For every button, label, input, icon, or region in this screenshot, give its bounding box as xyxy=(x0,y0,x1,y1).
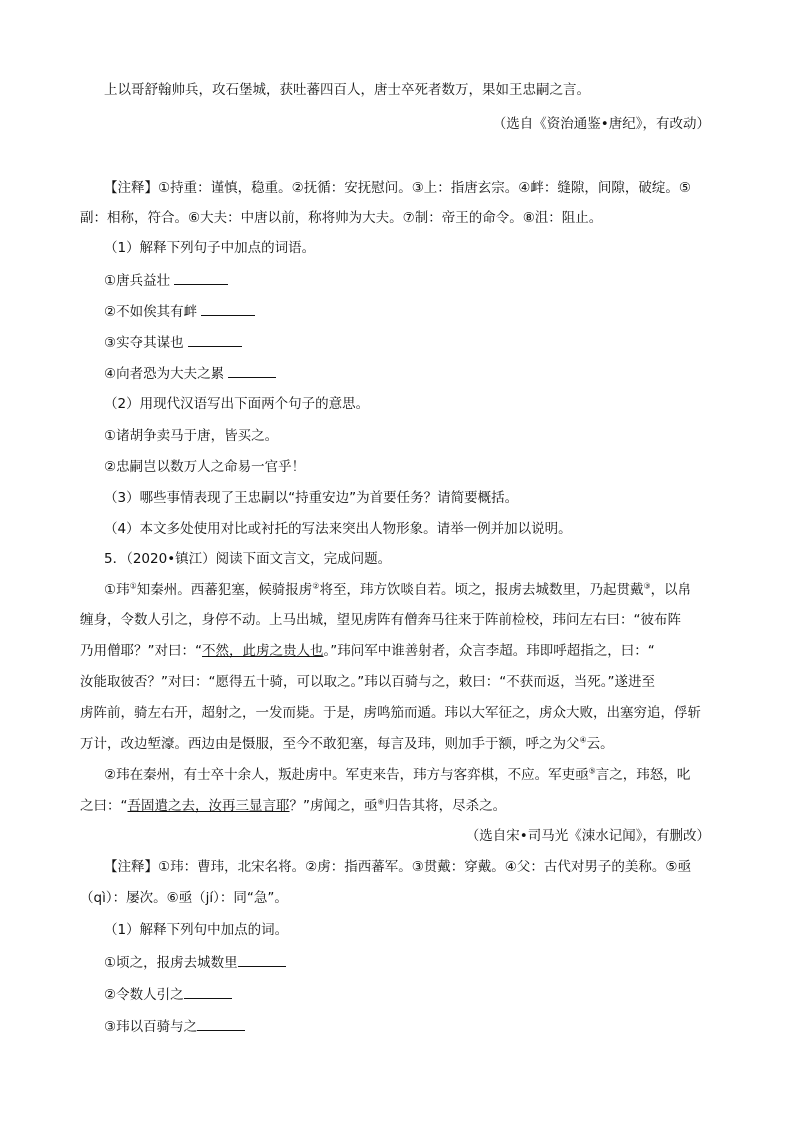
sec5-heading: 5．（2020•镇江）阅读下面文言文，完成问题。 xyxy=(104,551,392,567)
sec5-item1: ①顷之，报虏去城数里 xyxy=(104,952,286,973)
q4-item1: ①唐兵益壮 xyxy=(104,270,228,291)
sec5-p1-line1: ①玮①知秦州。西蕃犯塞，候骑报虏②将至，玮方饮啖自若。顷之，报虏去城数里，乃起贯戴③，以帛 xyxy=(104,581,692,598)
sec5-notes-line2: （qì）：屡次。⑥亟（jí）：同“急”。 xyxy=(80,890,288,906)
answer-blank[interactable] xyxy=(228,363,276,378)
answer-blank[interactable] xyxy=(174,270,228,285)
sec5-source: （选自宋•司马光《涑水记闻》，有删改） xyxy=(465,828,710,844)
sec5-item3: ③玮以百骑与之 xyxy=(104,1016,245,1037)
q4-item2: ②不如俟其有衅 xyxy=(104,301,255,322)
sec5-item2: ②令数人引之 xyxy=(104,984,232,1005)
q4-question4: （4）本文多处使用对比或衬托的写法来突出人物形象。请举一例并加以说明。 xyxy=(104,521,572,537)
q4-item4: ④向者恐为大夫之累 xyxy=(104,363,276,384)
notes4-line2: 副：相称，符合。⑥大夫：中唐以前，称将帅为大夫。⑦制：帝王的命令。⑧沮：阻止。 xyxy=(80,210,603,226)
sec5-p1-line3: 乃用僧耶？”对曰：“不然，此虏之贵人也。”玮问军中谁善射者，众言李超。玮即呼超指之，曰：“ xyxy=(80,643,655,659)
passage4-source: （选自《资治通鉴•唐纪》，有改动） xyxy=(492,116,710,132)
q4-question1: （1）解释下列句子中加点的词语。 xyxy=(104,240,316,256)
sec5-p2-line2: 之曰：“吾固遣之去，汝再三显言耶？”虏闻之，亟⑥归告其将，尽杀之。 xyxy=(80,797,507,814)
answer-blank[interactable] xyxy=(201,301,255,316)
q4-item3: ③实夺其谋也 xyxy=(104,332,242,353)
passage4-last-line: 上以哥舒翰帅兵，攻石堡城，获吐蕃四百人，唐士卒死者数万，果如王忠嗣之言。 xyxy=(104,82,590,98)
underlined-sentence: 不然，此虏之贵人也 xyxy=(202,643,324,659)
q4-question3: （3）哪些事情表现了王忠嗣以“持重安边”为首要任务？请简要概括。 xyxy=(104,490,519,506)
sec5-p1-line2: 缠身，令数人引之，身停不动。上马出城，望见虏阵有僧奔马往来于阵前检校，玮问左右曰：“彼布阵 xyxy=(80,612,681,628)
answer-blank[interactable] xyxy=(197,1016,245,1031)
q4-q2-item2: ②忠嗣岂以数万人之命易一官乎！ xyxy=(104,459,306,475)
q4-question2: （2）用现代汉语写出下面两个句子的意思。 xyxy=(104,396,370,412)
sec5-p1-line4: 汝能取彼否？”对曰：“愿得五十骑，可以取之。”玮以百骑与之，敕曰：“不获而返，当死。”遂进至 xyxy=(80,674,655,690)
q4-q2-item1: ①诸胡争卖马于唐，皆买之。 xyxy=(104,428,279,444)
answer-blank[interactable] xyxy=(188,332,242,347)
sec5-p1-line5: 虏阵前，骑左右开，超射之，一发而毙。于是，虏鸣笳而遁。玮以大军征之，虏众大败，出塞穷追，俘斩 xyxy=(80,705,701,721)
sec5-question1: （1）解释下列句中加点的词。 xyxy=(104,922,289,938)
underlined-sentence: 吾固遣之去，汝再三显言耶 xyxy=(127,798,290,814)
notes4-line1: 【注释】①持重：谨慎，稳重。②抚循：安抚慰问。③上：指唐玄宗。④衅：缝隙，间隙，破绽。⑤ xyxy=(104,180,692,196)
sec5-p1-line6: 万计，改边堑濠。西边由是慑服，至今不敢犯塞，每言及玮，则加手于额，呼之为父④云。 xyxy=(80,735,614,752)
answer-blank[interactable] xyxy=(184,984,232,999)
sec5-notes-line1: 【注释】①玮：曹玮，北宋名将。②虏：指西蕃军。③贯戴：穿戴。④父：古代对男子的美称。⑤亟 xyxy=(104,859,692,875)
sec5-p2-line1: ②玮在秦州，有士卒十余人，叛赴虏中。军吏来告，玮方与客弈棋，不应。军吏亟⑤言之，玮怒，叱 xyxy=(104,766,691,783)
answer-blank[interactable] xyxy=(238,952,286,967)
